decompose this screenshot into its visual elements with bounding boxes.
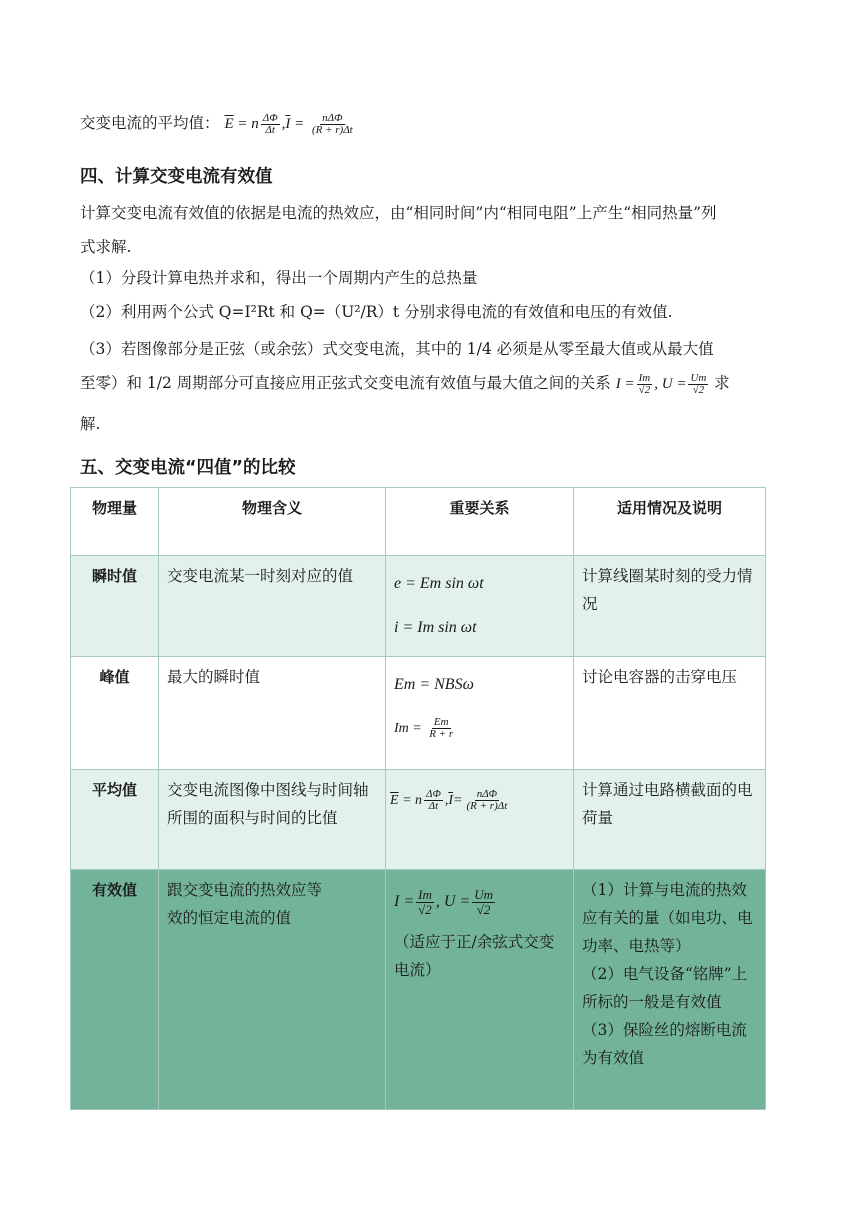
row-effective-name: 有效值 xyxy=(71,870,159,1110)
avg-I: $\overline{I}$ xyxy=(285,116,291,132)
effective-meaning-b: 效的恒定电流的值 xyxy=(167,909,292,927)
row-average-name: 平均值 xyxy=(71,770,159,870)
peak-formula-im xyxy=(394,707,565,751)
row-average-usage: 计算通过电路横截面的电荷量 xyxy=(574,770,766,870)
tbl-avg-comma: , xyxy=(444,793,449,808)
avg-dphi: ΔΦ xyxy=(262,111,278,124)
avg-den: (R + r)Δt xyxy=(311,124,353,137)
header-quantity: 物理量 xyxy=(71,488,159,556)
table-row xyxy=(71,556,766,657)
item3b-text: 至零）和 1/2 周期部分可直接应用正弦式交变电流有效值与最大值之间的关系 xyxy=(80,374,611,392)
section4-title: 四、计算交变电流有效值 xyxy=(80,167,273,187)
item3-f2: , U = xyxy=(654,376,687,392)
item3-end: 求 xyxy=(714,374,730,392)
eff-sqrt1: √2 xyxy=(418,901,432,917)
peak-im-lhs: Im = xyxy=(394,721,422,736)
avg-formula xyxy=(224,111,356,137)
row-peak-relation xyxy=(386,657,574,770)
table-header-row xyxy=(71,488,766,556)
avg-label: 交变电流的平均值： xyxy=(80,114,220,132)
effective-meaning-a: 跟交变电流的热效应等 xyxy=(167,881,323,899)
eff-Um: Um xyxy=(474,887,493,903)
row-instant-name: 瞬时值 xyxy=(71,556,159,657)
table-row xyxy=(71,870,766,1110)
item3-Um: Um xyxy=(690,371,707,384)
item3-sqrt1: √2 xyxy=(638,384,651,397)
row-peak-name: 峰值 xyxy=(71,657,159,770)
tbl-avg-E: $\overline{E}$ xyxy=(390,793,399,808)
section4-item3a: （3）若图像部分是正弦（或余弦）式交变电流，其中的 1/4 必须是从零至最大值或从最大值 xyxy=(80,340,714,358)
section4-item3b xyxy=(80,372,730,397)
avg-eq-n: = n xyxy=(237,116,259,132)
avg-dt: Δt xyxy=(265,124,275,137)
row-effective-meaning xyxy=(159,870,386,1110)
effective-formula-note: （适应于正/余弦式交变电流） xyxy=(394,933,555,979)
avg-eq: = xyxy=(294,116,305,132)
item3-formula xyxy=(615,371,714,397)
header-usage: 适用情况及说明 xyxy=(574,488,766,556)
avg-comma: , xyxy=(281,116,286,132)
eff-mid: , U = xyxy=(435,893,471,910)
row-effective-relation xyxy=(386,870,574,1110)
comparison-table xyxy=(70,487,766,1110)
row-peak-meaning: 最大的瞬时值 xyxy=(159,657,386,770)
tbl-avg-I: $\overline{I}$ xyxy=(448,793,454,808)
tbl-avg-ndphi: nΔΦ xyxy=(476,787,498,800)
peak-im-num: Em xyxy=(433,715,449,728)
effective-note-3: （3）保险丝的熔断电流为有效值 xyxy=(582,1021,747,1067)
table-row xyxy=(71,770,766,870)
section4-item1: （1）分段计算电热并求和，得出一个周期内产生的总热量 xyxy=(80,269,478,287)
eff-Im: Im xyxy=(418,887,432,903)
tbl-avg-dt: Δt xyxy=(428,800,439,813)
item3-f1: I = xyxy=(615,376,635,392)
row-effective-usage xyxy=(574,870,766,1110)
tbl-avg-dphi: ΔΦ xyxy=(426,787,441,800)
avg-E: $\overline{E}$ xyxy=(224,116,234,132)
peak-im-den: R + r xyxy=(429,728,454,741)
section4-item2: （2）利用两个公式 Q=I²Rt 和 Q=（U²/R）t 分别求得电流的有效值和电压的有效值. xyxy=(80,303,673,321)
row-average-relation xyxy=(386,770,574,870)
section4-p1: 计算交变电流有效值的依据是电流的热效应，由“相同时间”内“相同电阻”上产生“相同热量”列 xyxy=(80,204,717,222)
row-instant-usage: 计算线圈某时刻的受力情况 xyxy=(574,556,766,657)
item3-sqrt2: √2 xyxy=(692,384,705,397)
section5-title: 五、交变电流“四值”的比较 xyxy=(80,458,296,478)
row-average-meaning: 交变电流图像中图线与时间轴所围的面积与时间的比值 xyxy=(159,770,386,870)
header-meaning: 物理含义 xyxy=(159,488,386,556)
avg-ndphi: nΔΦ xyxy=(322,111,343,124)
header-relation: 重要关系 xyxy=(386,488,574,556)
section4-p1b: 式求解. xyxy=(80,238,132,256)
eff-lhs: I = xyxy=(394,893,415,910)
effective-formula xyxy=(394,876,565,928)
average-value-line xyxy=(80,112,357,137)
item3-Im: Im xyxy=(638,371,651,384)
tbl-avg-eq: = xyxy=(453,793,463,808)
tbl-avg-eq-n: = n xyxy=(402,793,423,808)
row-instant-relation xyxy=(386,556,574,657)
tbl-avg-den: (R + r)Δt xyxy=(466,800,508,813)
average-formula xyxy=(390,776,571,826)
effective-note-1: （1）计算与电流的热效应有关的量（如电功、电功率、电热等） xyxy=(582,881,753,955)
row-instant-meaning: 交变电流某一时刻对应的值 xyxy=(159,556,386,657)
row-peak-usage: 讨论电容器的击穿电压 xyxy=(574,657,766,770)
peak-formula-em: Em = NBSω xyxy=(394,676,474,693)
table-row xyxy=(71,657,766,770)
instant-formula-e: e = Em sin ωt xyxy=(394,575,484,592)
instant-formula-i: i = Im sin ωt xyxy=(394,619,477,636)
effective-note-2: （2）电气设备“铭牌”上所标的一般是有效值 xyxy=(582,965,748,1011)
eff-sqrt2: √2 xyxy=(476,901,491,917)
section4-item3c: 解. xyxy=(80,415,101,433)
